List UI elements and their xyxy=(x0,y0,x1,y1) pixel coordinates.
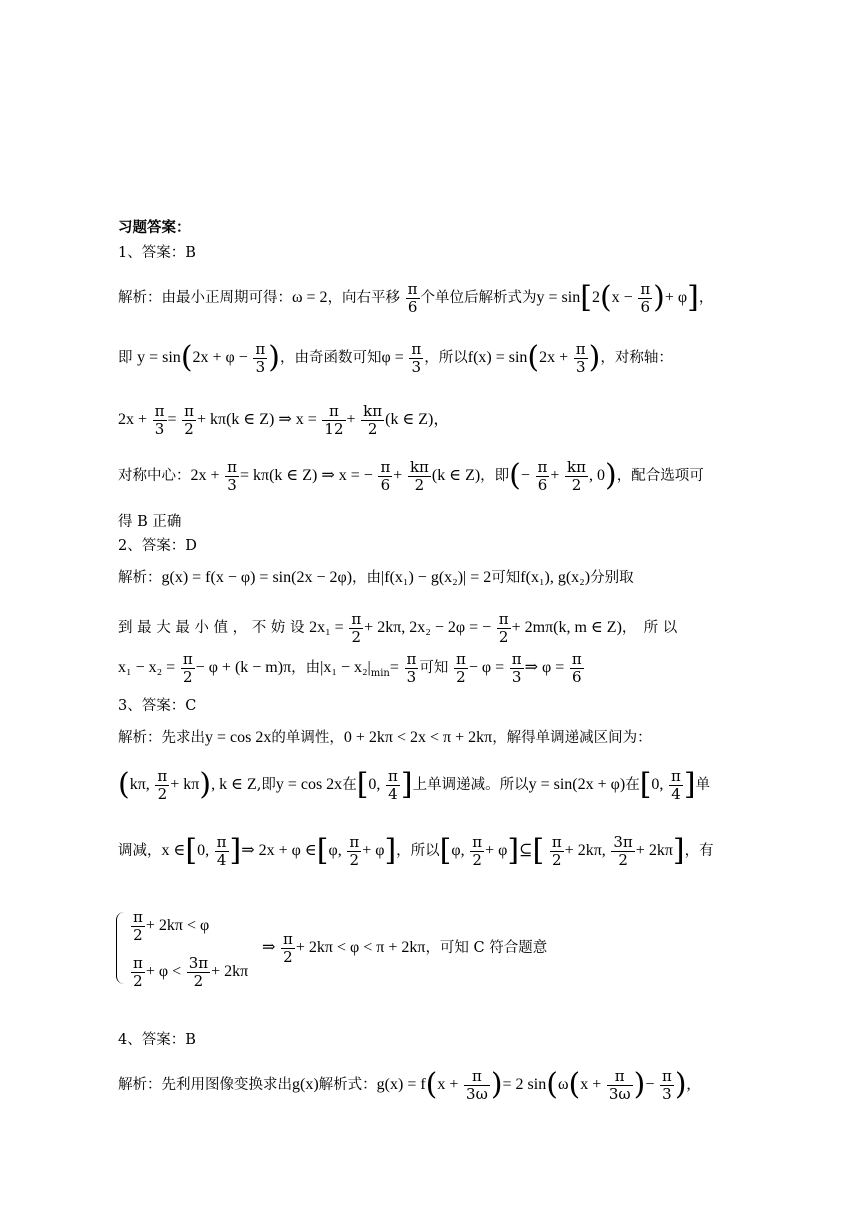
q2-line2: 到 最 大 最 小 值 ， 不 妨 设 2x₁ = $\frac{\pi}{2}$ + 2kπ, 2x₂ − 2φ = − $\frac{\pi}{2}$ + 2mπ(k, m ∈ Z)， 所 以 xyxy=(118,609,678,646)
section-heading: 习题答案： xyxy=(118,220,191,236)
q3-line1: 解析：先求出y = cos 2x的单调性，0 + 2kπ < 2x < π + 2kπ，解得单调递减区间为： xyxy=(118,729,652,746)
q2-line1: 解析：g(x) = f(x − φ) = sin(2x − 2φ)，由|f(x₁) − g(x₂)| = 2可知f(x₁), g(x₂)分别取 xyxy=(118,569,634,586)
q2-answer: 2、答案：D xyxy=(118,538,197,554)
q3-line4: ⇒ $\frac{\pi}{2}$ + 2kπ < φ < π + 2kπ，可知 C 符合题意 xyxy=(262,929,548,966)
system-brace xyxy=(116,912,125,984)
q1-answer: 1、答案：B xyxy=(118,245,196,261)
q1-line3: 2x + $\frac{\pi}{3}$ = $\frac{\pi}{2}$ + kπ(k ∈ Z) ⇒ x = $\frac{\pi}{12}$ + $\frac{k\pi}{2}$ (k ∈ Z)， xyxy=(118,401,450,438)
q1-line5: 得 B 正确 xyxy=(118,514,182,530)
q3-system-row2: $\frac{\pi}{2}$ + φ < $\frac{3\pi}{2}$ + 2kπ xyxy=(133,953,249,990)
q3-answer: 3、答案：C xyxy=(118,698,197,714)
q3-line3: 调减，x ∈[0, $\frac{\pi}{4}$ ]⇒ 2x + φ ∈[φ, $\frac{\pi}{2}$ + φ]，所以[φ, $\frac{\pi}{2}$ + φ]⊆[ $\frac{\pi}{2}$ + 2kπ, $\frac{3\pi}{2}$ + 2kπ]，有 xyxy=(118,832,714,869)
q2-line3: x₁ − x₂ = $\frac{\pi}{2}$ − φ + (k − m)π，由$|x_1 - x_2|_{min}=$ $\frac{\pi}{3}$ 可知 $\frac{\pi}{2}$ − φ = $\frac{\pi}{3}$ ⇒ φ = $\frac{\pi}{6}$ xyxy=(118,649,582,686)
q1-line4: 对称中心：2x + $\frac{\pi}{3}$ = kπ(k ∈ Z) ⇒ x = − $\frac{\pi}{6}$ + $\frac{k\pi}{2}$ (k ∈ Z)，即(− $\frac{\pi}{6}$ + $\frac{k\pi}{2}$ , 0)，配合选项可 xyxy=(118,457,704,494)
q3-line2: (kπ, $\frac{\pi}{2}$ + kπ), k ∈ Z,即y = cos 2x在[0, $\frac{\pi}{4}$ ]上单调递减。所以y = sin(2x + φ)在[0, $\frac{\pi}{4}$ ]单 xyxy=(118,766,711,803)
q4-line1: 解析：先利用图像变换求出g(x)解析式：g(x) = f(x + $\frac{\pi}{3\omega}$ )= 2 sin(ω(x + $\frac{\pi}{3\omega}$ )− $\frac{\pi}{3}$ ), xyxy=(118,1066,691,1103)
q1-line1: 解析：由最小正周期可得：ω = 2，向右平移 $\frac{\pi}{6}$ 个单位后解析式为y = sin[2(x − $\frac{\pi}{6}$ )+ φ]， xyxy=(118,279,714,316)
q1-line2: 即 y = sin(2x + φ − $\frac{\pi}{3}$ )，由奇函数可知φ = $\frac{\pi}{3}$ ，所以f(x) = sin(2x + $\frac{\pi}{3}$ )，对称轴： xyxy=(118,339,673,376)
q4-answer: 4、答案：B xyxy=(118,1032,196,1048)
q3-system-row1: $\frac{\pi}{2}$ + 2kπ < φ xyxy=(133,907,210,944)
